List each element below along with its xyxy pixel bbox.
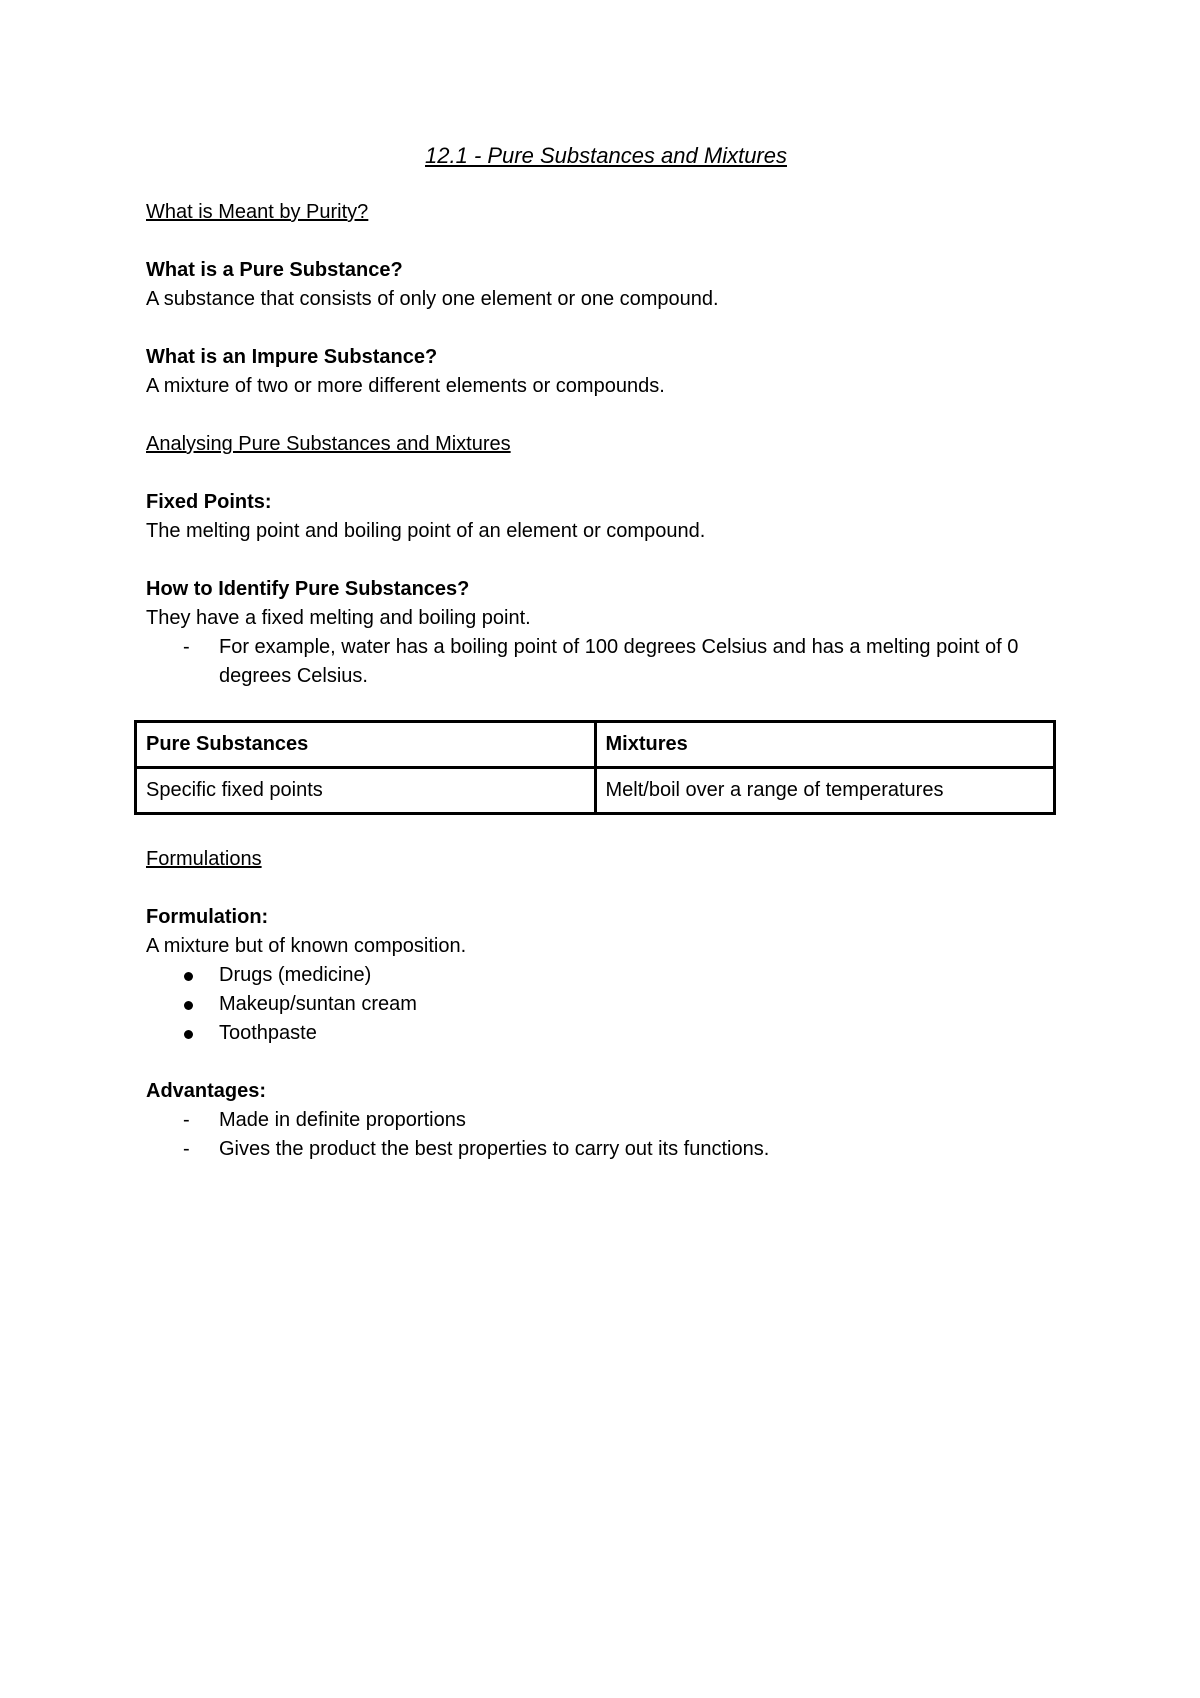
list-item [146,1106,1066,1135]
list-item-text: Gives the product the best properties to carry out its functions. [219,1138,770,1160]
list-item-text: Made in definite proportions [219,1109,466,1131]
bullet-list [146,961,1066,1048]
list-item [146,990,1066,1019]
bullet-marker [184,1030,193,1039]
comparison-table [134,720,1056,815]
list-item [146,633,1066,691]
table-header-cell: Mixtures [595,722,1055,768]
question-heading: Formulation: [146,906,269,928]
qa-formulation [146,903,1066,1048]
section-heading-purity: What is Meant by Purity? [146,201,369,223]
list-item [146,961,1066,990]
list-item-text: Toothpaste [219,1022,317,1044]
qa-fixed-points [146,488,1066,546]
answer-text: A mixture but of known composition. [146,935,467,957]
list-item [146,1135,1066,1164]
question-heading: What is an Impure Substance? [146,346,438,368]
bullet-marker [184,1001,193,1010]
qa-advantages [146,1077,1066,1164]
section-heading-formulations: Formulations [146,848,262,870]
dash-list [146,633,1066,691]
dash-list [146,1106,1066,1164]
question-heading: What is a Pure Substance? [146,259,403,281]
table-header-cell: Pure Substances [136,722,596,768]
section-heading-analysing: Analysing Pure Substances and Mixtures [146,433,511,455]
answer-text: A substance that consists of only one element or one compound. [146,288,719,310]
list-item-text: Makeup/suntan cream [219,993,417,1015]
list-item-text: For example, water has a boiling point of 100 degrees Celsius and has a melting point of 0 degrees Celsius. [219,636,1019,687]
dash-marker: - [183,1109,190,1131]
qa-pure-substance [146,256,1066,314]
question-heading: How to Identify Pure Substances? [146,578,470,600]
answer-text: A mixture of two or more different elements or compounds. [146,375,665,397]
qa-impure-substance [146,343,1066,401]
table-header-row [136,722,1055,768]
list-item [146,1019,1066,1048]
question-heading: Fixed Points: [146,491,272,513]
page-title: 12.1 - Pure Substances and Mixtures [425,143,787,168]
table-cell: Melt/boil over a range of temperatures [595,768,1055,814]
answer-text: The melting point and boiling point of an element or compound. [146,520,706,542]
table-row [136,768,1055,814]
table-cell: Specific fixed points [136,768,596,814]
document-content [146,140,1066,1193]
list-item-text: Drugs (medicine) [219,964,372,986]
question-heading: Advantages: [146,1080,267,1102]
dash-marker: - [183,636,190,658]
bullet-marker [184,972,193,981]
answer-text: They have a fixed melting and boiling point. [146,607,531,629]
qa-identify-pure [146,575,1066,691]
dash-marker: - [183,1138,190,1160]
